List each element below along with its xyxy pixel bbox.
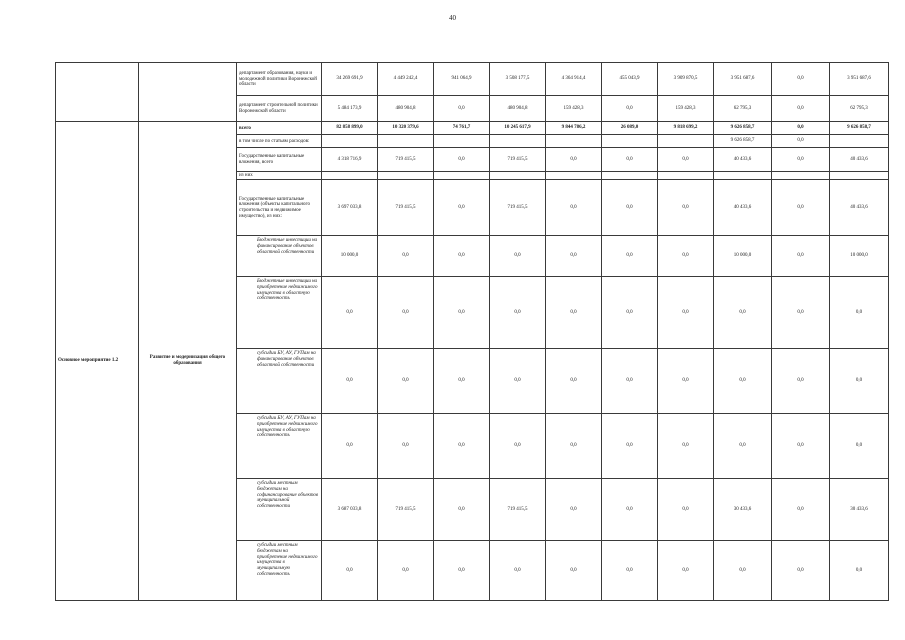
value-cell-8: 62 795,3 <box>714 96 772 122</box>
value-cell-2: 4 449 242,4 <box>378 63 434 96</box>
value-cell-7: 0,0 <box>658 148 714 172</box>
value-cell-5: 0,0 <box>546 236 602 277</box>
value-cell-1: 3 697 033,8 <box>322 180 378 236</box>
value-cell-5: 0,0 <box>546 148 602 172</box>
row-label: субсидии БУ, АУ, ГУПам на приобретение недвижимого имущества в областную собственность <box>237 414 322 479</box>
value-cell-2: 0,0 <box>378 349 434 414</box>
value-cell-9: 0,0 <box>772 349 830 414</box>
value-cell-9: 0,0 <box>772 148 830 172</box>
value-cell-7: 0,0 <box>658 277 714 349</box>
value-cell-1: 0,0 <box>322 541 378 601</box>
value-cell-6 <box>602 172 658 180</box>
value-cell-2: 0,0 <box>378 277 434 349</box>
value-cell-3: 0,0 <box>434 479 490 541</box>
value-cell-9 <box>772 172 830 180</box>
value-cell-1: 3 687 033,8 <box>322 479 378 541</box>
value-cell-4: 719 415,5 <box>490 148 546 172</box>
value-cell-10 <box>830 135 889 148</box>
value-cell-10: 40 433,6 <box>830 148 889 172</box>
value-cell-2: 10 320 379,6 <box>378 122 434 135</box>
value-cell-5: 9 844 786,2 <box>546 122 602 135</box>
value-cell-2: 0,0 <box>378 541 434 601</box>
value-cell-2: 719 415,5 <box>378 479 434 541</box>
value-cell-5: 4 364 914,4 <box>546 63 602 96</box>
value-cell-5: 0,0 <box>546 541 602 601</box>
value-cell-1 <box>322 135 378 148</box>
value-cell-1: 10 000,0 <box>322 236 378 277</box>
value-cell-6: 0,0 <box>602 236 658 277</box>
value-cell-4 <box>490 172 546 180</box>
value-cell-7 <box>658 135 714 148</box>
value-cell-9: 0,0 <box>772 135 830 148</box>
value-cell-6: 0,0 <box>602 96 658 122</box>
value-cell-3: 0,0 <box>434 414 490 479</box>
value-cell-7: 159 428,3 <box>658 96 714 122</box>
value-cell-7: 0,0 <box>658 541 714 601</box>
value-cell-4: 0,0 <box>490 349 546 414</box>
page-number: 40 <box>449 14 456 22</box>
value-cell-1: 82 858 899,0 <box>322 122 378 135</box>
value-cell-3 <box>434 172 490 180</box>
value-cell-7: 0,0 <box>658 180 714 236</box>
value-cell-6: 455 043,9 <box>602 63 658 96</box>
budget-table <box>55 62 889 601</box>
value-cell-7: 9 818 699,2 <box>658 122 714 135</box>
value-cell-1: 4 318 716,9 <box>322 148 378 172</box>
activity-code-cell-empty <box>56 63 139 122</box>
value-cell-8: 9 626 858,7 <box>714 135 772 148</box>
value-cell-3: 0,0 <box>434 236 490 277</box>
value-cell-4: 0,0 <box>490 541 546 601</box>
row-label: Бюджетные инвестиции на приобретение недвижимого имущества в областную собственность <box>237 277 322 349</box>
value-cell-4: 10 245 617,9 <box>490 122 546 135</box>
value-cell-6: 0,0 <box>602 148 658 172</box>
value-cell-3: 0,0 <box>434 349 490 414</box>
value-cell-6: 0,0 <box>602 541 658 601</box>
row-label: департамент образования, науки и молодежной политики Воронежской области <box>237 63 322 96</box>
value-cell-5: 0,0 <box>546 180 602 236</box>
value-cell-6 <box>602 135 658 148</box>
row-label: Государственные капитальные вложения, всего <box>237 148 322 172</box>
value-cell-2 <box>378 172 434 180</box>
value-cell-7: 3 909 870,5 <box>658 63 714 96</box>
value-cell-6: 0,0 <box>602 277 658 349</box>
value-cell-4: 0,0 <box>490 277 546 349</box>
value-cell-2: 480 904,8 <box>378 96 434 122</box>
value-cell-3: 74 761,7 <box>434 122 490 135</box>
value-cell-8: 3 951 687,6 <box>714 63 772 96</box>
value-cell-10: 9 626 858,7 <box>830 122 889 135</box>
value-cell-3: 0,0 <box>434 96 490 122</box>
row-label: департамент строительной политики Воронежской области <box>237 96 322 122</box>
value-cell-2: 719 415,5 <box>378 180 434 236</box>
value-cell-7: 0,0 <box>658 349 714 414</box>
value-cell-5 <box>546 172 602 180</box>
value-cell-8: 0,0 <box>714 277 772 349</box>
value-cell-10: 0,0 <box>830 541 889 601</box>
value-cell-1: 0,0 <box>322 414 378 479</box>
value-cell-7 <box>658 172 714 180</box>
value-cell-3: 0,0 <box>434 277 490 349</box>
value-cell-2: 719 415,5 <box>378 148 434 172</box>
row-label: субсидии местным бюджетам на софинансирование объектов муниципальной собственности <box>237 479 322 541</box>
value-cell-10: 3 951 687,6 <box>830 63 889 96</box>
value-cell-3: 941 064,9 <box>434 63 490 96</box>
value-cell-8 <box>714 172 772 180</box>
row-label: Государственные капитальные вложения (объекты капитального строительства и недвижимое имущество), из них: <box>237 180 322 236</box>
value-cell-8: 40 433,6 <box>714 180 772 236</box>
value-cell-5: 159 428,3 <box>546 96 602 122</box>
value-cell-7: 0,0 <box>658 479 714 541</box>
value-cell-3: 0,0 <box>434 541 490 601</box>
value-cell-8: 0,0 <box>714 414 772 479</box>
value-cell-9: 0,0 <box>772 180 830 236</box>
value-cell-5: 0,0 <box>546 349 602 414</box>
value-cell-2: 0,0 <box>378 236 434 277</box>
value-cell-8: 0,0 <box>714 349 772 414</box>
value-cell-10: 0,0 <box>830 414 889 479</box>
value-cell-4: 480 904,8 <box>490 96 546 122</box>
value-cell-4: 719 415,5 <box>490 479 546 541</box>
value-cell-9: 0,0 <box>772 236 830 277</box>
value-cell-5 <box>546 135 602 148</box>
value-cell-5: 0,0 <box>546 414 602 479</box>
row-label: Бюджетные инвестиции на финансирование объектов областной собственности <box>237 236 322 277</box>
value-cell-6: 0,0 <box>602 414 658 479</box>
value-cell-7: 0,0 <box>658 236 714 277</box>
row-label: субсидии БУ, АУ, ГУПам на финансирование объектов областной собственности <box>237 349 322 414</box>
value-cell-9: 0,0 <box>772 63 830 96</box>
value-cell-4: 3 508 177,5 <box>490 63 546 96</box>
value-cell-3: 0,0 <box>434 180 490 236</box>
table-row <box>56 63 889 96</box>
value-cell-9: 0,0 <box>772 277 830 349</box>
value-cell-9: 0,0 <box>772 122 830 135</box>
value-cell-4: 0,0 <box>490 414 546 479</box>
value-cell-10: 0,0 <box>830 277 889 349</box>
value-cell-5: 0,0 <box>546 479 602 541</box>
row-label: из них <box>237 172 322 180</box>
value-cell-9: 0,0 <box>772 541 830 601</box>
value-cell-2: 0,0 <box>378 414 434 479</box>
value-cell-9: 0,0 <box>772 96 830 122</box>
value-cell-1: 0,0 <box>322 349 378 414</box>
value-cell-6: 0,0 <box>602 479 658 541</box>
value-cell-8: 0,0 <box>714 541 772 601</box>
value-cell-6: 0,0 <box>602 349 658 414</box>
value-cell-4: 719 415,5 <box>490 180 546 236</box>
value-cell-6: 26 089,0 <box>602 122 658 135</box>
value-cell-2 <box>378 135 434 148</box>
value-cell-1: 0,0 <box>322 277 378 349</box>
value-cell-8: 10 000,0 <box>714 236 772 277</box>
value-cell-8: 40 433,6 <box>714 148 772 172</box>
value-cell-3 <box>434 135 490 148</box>
value-cell-10: 0,0 <box>830 349 889 414</box>
value-cell-6: 0,0 <box>602 180 658 236</box>
value-cell-10: 30 433,6 <box>830 479 889 541</box>
value-cell-1: 5 484 173,9 <box>322 96 378 122</box>
value-cell-10: 40 433,6 <box>830 180 889 236</box>
value-cell-10: 62 795,3 <box>830 96 889 122</box>
value-cell-4 <box>490 135 546 148</box>
value-cell-7: 0,0 <box>658 414 714 479</box>
value-cell-4: 0,0 <box>490 236 546 277</box>
value-cell-9: 0,0 <box>772 479 830 541</box>
value-cell-1 <box>322 172 378 180</box>
value-cell-3: 0,0 <box>434 148 490 172</box>
value-cell-5: 0,0 <box>546 277 602 349</box>
value-cell-8: 9 626 858,7 <box>714 122 772 135</box>
value-cell-1: 34 269 691,9 <box>322 63 378 96</box>
row-label: всего <box>237 122 322 135</box>
value-cell-10 <box>830 172 889 180</box>
value-cell-9: 0,0 <box>772 414 830 479</box>
activity-code: Основное мероприятие 1.2 <box>56 122 139 601</box>
row-label: субсидии местным бюджетам на приобретение недвижимого имущества в муниципальную собственность <box>237 541 322 601</box>
table-row <box>56 122 889 135</box>
activity-name: Развитие и модернизация общего образования <box>139 122 237 601</box>
activity-name-cell-empty <box>139 63 237 122</box>
value-cell-10: 10 000,0 <box>830 236 889 277</box>
row-label: в том числе по статьям расходов: <box>237 135 322 148</box>
value-cell-8: 30 433,6 <box>714 479 772 541</box>
